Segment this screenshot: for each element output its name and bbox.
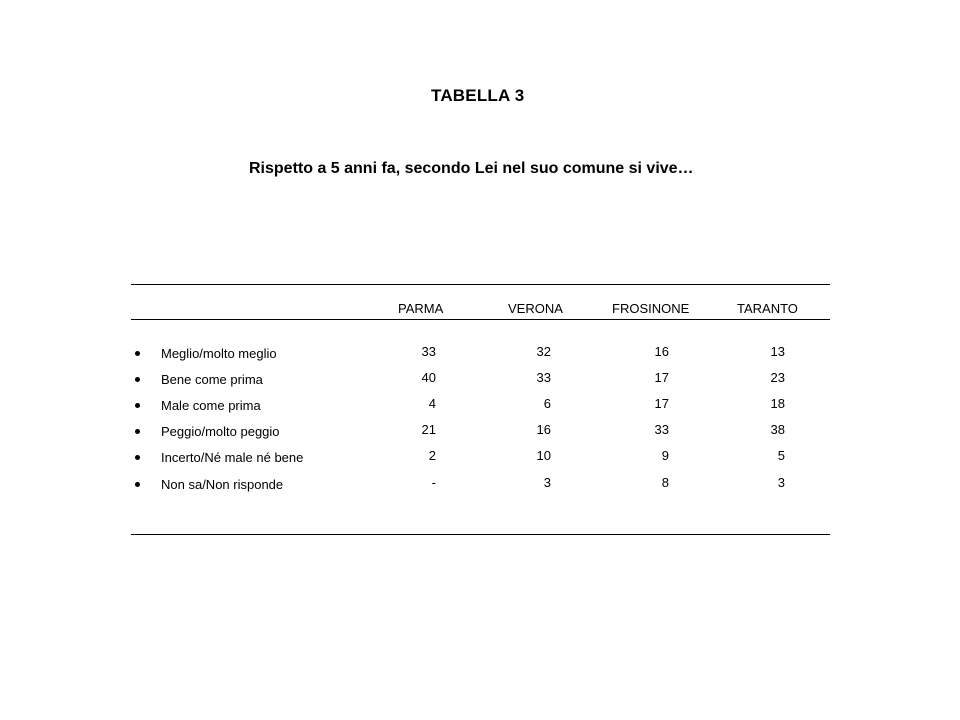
row-label: Male come prima	[161, 398, 261, 413]
cell-parma: 4	[428, 396, 436, 411]
table-row	[0, 398, 960, 418]
bullet-icon	[135, 429, 140, 434]
cell-taranto: 23	[770, 370, 785, 385]
row-label: Incerto/Né male né bene	[161, 450, 304, 465]
bullet-icon	[135, 377, 140, 382]
table-row	[0, 450, 960, 470]
cell-frosinone: 33	[654, 422, 669, 437]
cell-taranto: 38	[770, 422, 785, 437]
table-row	[0, 346, 960, 366]
cell-frosinone: 16	[654, 344, 669, 359]
row-label: Meglio/molto meglio	[161, 346, 277, 361]
bullet-icon	[135, 455, 140, 460]
cell-parma: 40	[421, 370, 436, 385]
cell-frosinone: 8	[661, 475, 669, 490]
column-header-parma: PARMA	[398, 301, 444, 316]
table-row	[0, 424, 960, 444]
header-divider	[131, 319, 830, 320]
cell-taranto: 18	[770, 396, 785, 411]
bullet-icon	[135, 351, 140, 356]
cell-verona: 10	[536, 448, 551, 463]
cell-verona: 32	[536, 344, 551, 359]
cell-frosinone: 17	[654, 396, 669, 411]
cell-verona: 33	[536, 370, 551, 385]
top-divider	[131, 284, 830, 285]
bottom-divider	[131, 534, 830, 535]
table-title: TABELLA 3	[431, 86, 525, 105]
cell-verona: 16	[536, 422, 551, 437]
row-label: Non sa/Non risponde	[161, 477, 284, 492]
cell-parma: 33	[421, 344, 436, 359]
bullet-icon	[135, 403, 140, 408]
cell-verona: 6	[543, 396, 551, 411]
cell-taranto: 5	[777, 448, 785, 463]
cell-verona: 3	[543, 475, 551, 490]
row-label: Bene come prima	[161, 372, 263, 387]
column-header-frosinone: FROSINONE	[612, 301, 690, 316]
column-header-verona: VERONA	[508, 301, 563, 316]
table-row	[0, 477, 960, 497]
cell-parma: 21	[421, 422, 436, 437]
cell-frosinone: 9	[661, 448, 669, 463]
cell-parma: 2	[428, 448, 436, 463]
bullet-icon	[135, 482, 140, 487]
cell-parma: -	[431, 475, 436, 490]
cell-taranto: 3	[777, 475, 785, 490]
cell-taranto: 13	[770, 344, 785, 359]
row-label: Peggio/molto peggio	[161, 424, 280, 439]
table-row	[0, 372, 960, 392]
column-header-taranto: TARANTO	[737, 301, 798, 316]
cell-frosinone: 17	[654, 370, 669, 385]
table-subtitle: Rispetto a 5 anni fa, secondo Lei nel suo comune si vive…	[249, 160, 694, 177]
